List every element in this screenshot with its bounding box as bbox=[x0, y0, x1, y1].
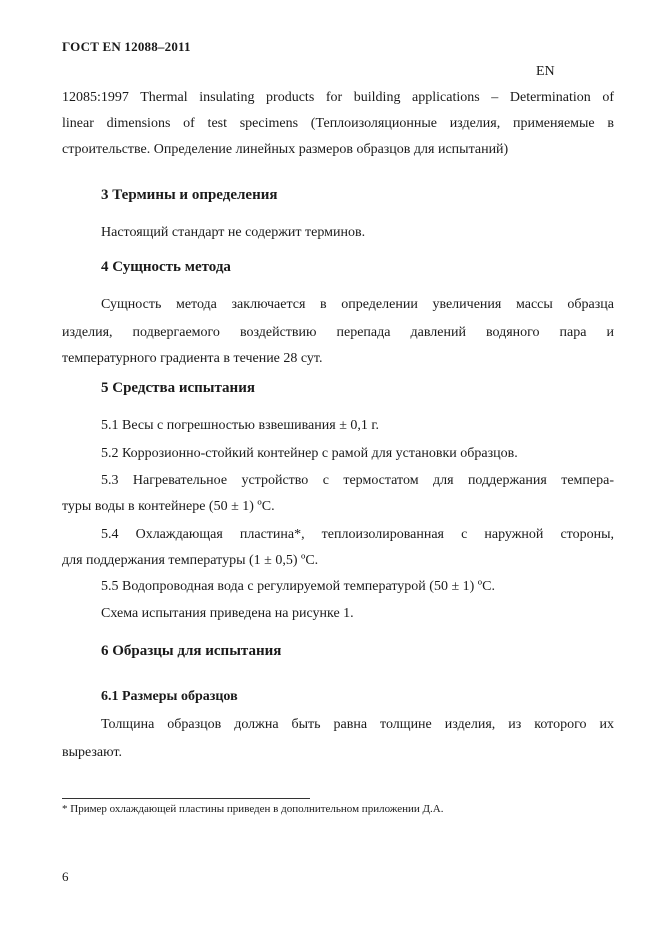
document-header: ГОСТ EN 12088–2011 bbox=[62, 39, 191, 54]
section-3-heading: 3 Термины и определения bbox=[101, 187, 278, 203]
section-6-heading: 6 Образцы для испытания bbox=[101, 643, 282, 659]
scheme-reference: Схема испытания приведена на рисунке 1. bbox=[101, 606, 354, 621]
intro-line-2: linear dimensions of test specimens (Теплоизоляционные изделия, применяемые в bbox=[62, 116, 614, 131]
section-4-heading: 4 Сущность метода bbox=[101, 259, 231, 275]
section-4-line-2: изделия, подвергаемого воздействию перепада давлений водяного пара и bbox=[62, 325, 614, 340]
footnote: * Пример охлаждающей пластины приведен в дополнительном приложении Д.А. bbox=[62, 803, 444, 815]
section-5-heading: 5 Средства испытания bbox=[101, 380, 255, 396]
item-5-3-line-2: туры воды в контейнере (50 ± 1) ºС. bbox=[62, 499, 275, 514]
intro-line-3: строительстве. Определение линейных размеров образцов для испытаний) bbox=[62, 142, 509, 157]
item-5-2: 5.2 Коррозионно-стойкий контейнер с рамой для установки образцов. bbox=[101, 446, 518, 461]
item-5-3-line-1: 5.3 Нагревательное устройство с термостатом для поддержания темпера- bbox=[101, 473, 614, 488]
section-3-text: Настоящий стандарт не содержит терминов. bbox=[101, 225, 366, 240]
section-6-line-2: вырезают. bbox=[62, 745, 122, 760]
subsection-6-1-heading: 6.1 Размеры образцов bbox=[101, 689, 238, 704]
intro-line-1: 12085:1997 Thermal insulating products for building applications – Determination of bbox=[62, 90, 614, 105]
en-label: EN bbox=[536, 64, 555, 79]
item-5-1: 5.1 Весы с погрешностью взвешивания ± 0,1 г. bbox=[101, 418, 380, 433]
item-5-4-line-1: 5.4 Охлаждающая пластина*, теплоизолированная с наружной стороны, bbox=[101, 527, 614, 542]
item-5-5: 5.5 Водопроводная вода с регулируемой температурой (50 ± 1) ºС. bbox=[101, 579, 495, 594]
footnote-separator bbox=[62, 798, 310, 799]
page-number: 6 bbox=[62, 869, 69, 884]
section-6-line-1: Толщина образцов должна быть равна толщине изделия, из которого их bbox=[101, 717, 614, 732]
section-4-line-3: температурного градиента в течение 28 сут. bbox=[62, 351, 323, 366]
section-4-line-1: Сущность метода заключается в определении увеличения массы образца bbox=[101, 297, 614, 312]
item-5-4-line-2: для поддержания температуры (1 ± 0,5) ºС. bbox=[62, 553, 319, 568]
